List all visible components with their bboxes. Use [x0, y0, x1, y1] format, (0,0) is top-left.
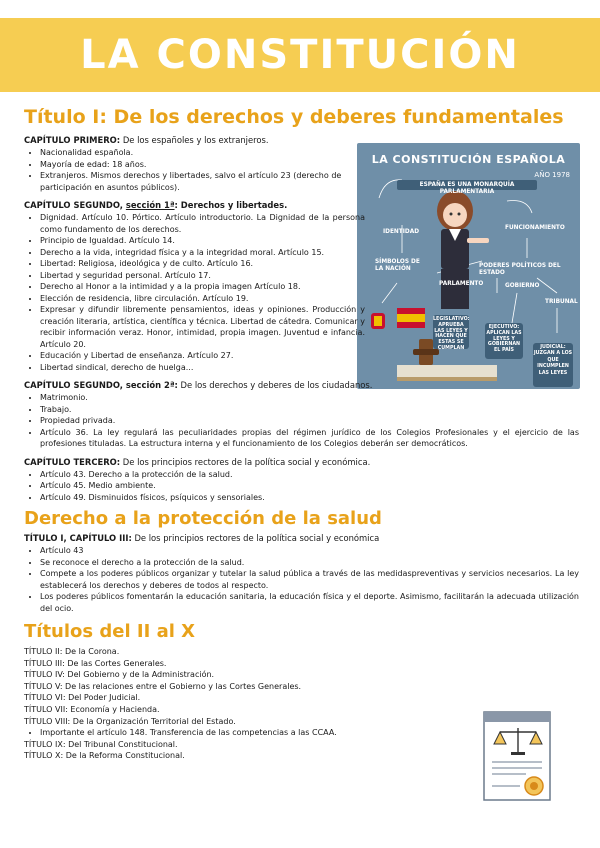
title-line: TÍTULO VIII: De la Organización Territorial del Estado. [24, 716, 236, 726]
list-item: • Derecho al Honor a la intimidad y a la propia imagen Artículo 18. [40, 281, 365, 293]
label-funcionamiento: FUNCIONAMIENTO [505, 225, 565, 231]
label-judicial: JUDICIAL: JUZGAN A LOS QUE INCUMPLEN LAS LEYES [533, 345, 573, 376]
title-line: TÍTULO VII: Economía y Hacienda. [24, 704, 160, 714]
list-item: • Libertad sindical, derecho de huelga... [40, 362, 365, 374]
label-identidad: IDENTIDAD [383, 229, 420, 235]
chapter-heading-salud [24, 533, 579, 544]
chapter-tercero-list [24, 469, 579, 504]
label-monarchy: ESPAÑA ES UNA MONARQUÍA PARLAMENTARIA [419, 182, 515, 195]
section-title-titulo-i: Título I: De los derechos y deberes fundamentales [24, 106, 564, 128]
list-item: • Trabajo. [40, 404, 579, 416]
infographic-year: AÑO 1978 [534, 171, 570, 179]
chapter-label: TÍTULO I, CAPÍTULO III: [24, 533, 132, 543]
list-item: • Propiedad privada. [40, 415, 579, 427]
list-item: • Artículo 49. Disminuidos físicos, psíquicos y sensoriales. [40, 492, 579, 504]
title-line: TÍTULO II: De la Corona. [24, 647, 120, 656]
section-title-salud: Derecho a la protección de la salud [24, 508, 382, 529]
chapter-label: CAPÍTULO SEGUNDO, [24, 200, 126, 210]
label-tribunal: TRIBUNAL [545, 299, 578, 305]
list-item: • Principio de Igualdad. Artículo 14. [40, 235, 365, 247]
label-gobierno: GOBIERNO [505, 283, 540, 289]
list-item: • Nacionalidad española. [40, 147, 365, 159]
list-item: • Libertad: Religiosa, ideológica y de culto. Artículo 16. [40, 258, 365, 270]
title-line: TÍTULO V: De las relaciones entre el Gobierno y las Cortes Generales. [24, 681, 302, 691]
label-poderes: PODERES POLÍTICOS DEL ESTADO [479, 263, 561, 276]
list-item: • Artículo 45. Medio ambiente. [40, 480, 579, 492]
list-item: • Compete a los poderes públicos organizar y tutelar la salud pública a través de las medidaspreventivas y servicios necesarios. La ley establecerá los derechos y deberes de todos al respecto. [40, 568, 579, 591]
chapter-subtitle: De los principios rectores de la política social y económica [131, 533, 380, 543]
list-item: • Los poderes públicos fomentarán la educación sanitaria, la educación física y el deporte. Asimismo, facilitarán la adecuada utilización del ocio. [40, 591, 579, 614]
chapter-heading-tercero [24, 457, 579, 468]
title-line: TÍTULO IV: Del Gobierno y de la Administración. [24, 670, 215, 680]
title-line: TÍTULO IX: Del Tribunal Constitucional. [24, 739, 178, 749]
chapter-subtitle: De los principios rectores de la política social y económica. [120, 456, 371, 467]
list-item: • Dignidad. Artículo 10. Pórtico. Artículo introductorio. La Dignidad de la persona como fundamento de los derechos. [40, 212, 365, 235]
list-item: • Elección de residencia, libre circulación. Artículo 19. [40, 293, 365, 305]
chapter-subtitle: : Derechos y libertades. [174, 200, 288, 210]
list-item: • Importante el artículo 148. Transferencia de las competencias a las CCAA. [40, 727, 579, 739]
salud-list [24, 545, 579, 614]
chapter-section: sección 1ª [125, 200, 175, 210]
title-line: TÍTULO VI: Del Poder Judicial. [24, 693, 141, 703]
chapter-subtitle: De los españoles y los extranjeros. [120, 135, 269, 145]
list-item: • Mayoría de edad: 18 años. [40, 159, 365, 171]
list-item: • Expresar y difundir libremente pensamientos, ideas y opiniones. Producción y creación literaria, artística, científica y técnica. Libertad de cátedra. Comunicar y recibir información veraz. Honor, intimidad, propia imagen. Juventud e infancia. Artículo 20. [40, 304, 365, 350]
title-line: TÍTULO III: De las Cortes Generales. [24, 658, 167, 668]
label-legislativo: LEGISLATIVO: APRUEBA LAS LEYES Y HACEN QUE ESTAS SE CUMPLAN [433, 317, 470, 351]
chapter-heading-primero [24, 135, 579, 146]
list-item: • Libertad y seguridad personal. Artículo 17. [40, 270, 365, 282]
list-item: • Artículo 36. La ley regulará las peculiaridades propias del régimen jurídico de los Colegios Profesionales y el ejercicio de las profesiones tituladas. La estructura interna y el funcionamiento de los Colegios deberán ser democráticos. [40, 427, 579, 450]
list-item: • Matrimonio. [40, 392, 579, 404]
chapter-segundo-s1-list [24, 212, 365, 373]
chapter-label: CAPÍTULO SEGUNDO, sección 2ª: [24, 380, 178, 390]
chapter-label: CAPÍTULO TERCERO: [24, 456, 121, 467]
list-item: • Artículo 43 [40, 545, 579, 557]
label-parlamento: PARLAMENTO [439, 281, 484, 287]
legal-document-icon [478, 710, 558, 802]
title-banner [0, 18, 600, 92]
page-title: LA CONSTITUCIÓN [80, 32, 520, 78]
chapter-label: CAPÍTULO PRIMERO: [24, 135, 121, 145]
list-item: • Derecho a la vida, integridad física y a la integridad moral. Artículo 15. [40, 247, 365, 259]
label-simbolos: SÍMBOLOS DE LA NACIÓN [375, 259, 420, 272]
list-item: • Artículo 43. Derecho a la protección de la salud. [40, 469, 579, 481]
chapter-heading-segundo-s2 [24, 380, 579, 391]
list-item: • Educación y Libertad de enseñanza. Artículo 27. [40, 350, 365, 362]
list-item: • Se reconoce el derecho a la protección de la salud. [40, 557, 579, 569]
chapter-segundo-s2-list [24, 392, 579, 450]
title-line: TÍTULO X: De la Reforma Constitucional. [24, 751, 185, 761]
document-body [24, 104, 579, 762]
section-title-titulos: Títulos del II al X [24, 621, 196, 642]
label-ejecutivo: EJECUTIVO: APLICAN LAS LEYES Y GOBIERNAN EL PAÍS [486, 325, 522, 354]
list-item: • Extranjeros. Mismos derechos y libertades, salvo el artículo 23 (derecho de participación en asuntos públicos). [40, 170, 365, 193]
chapter-primero-list [24, 147, 365, 193]
chapter-subtitle: De los derechos y deberes de los ciudadanos. [177, 380, 373, 390]
chapter-heading-segundo-s1 [24, 200, 579, 211]
infographic-title: LA CONSTITUCIÓN ESPAÑOLA [371, 153, 566, 166]
